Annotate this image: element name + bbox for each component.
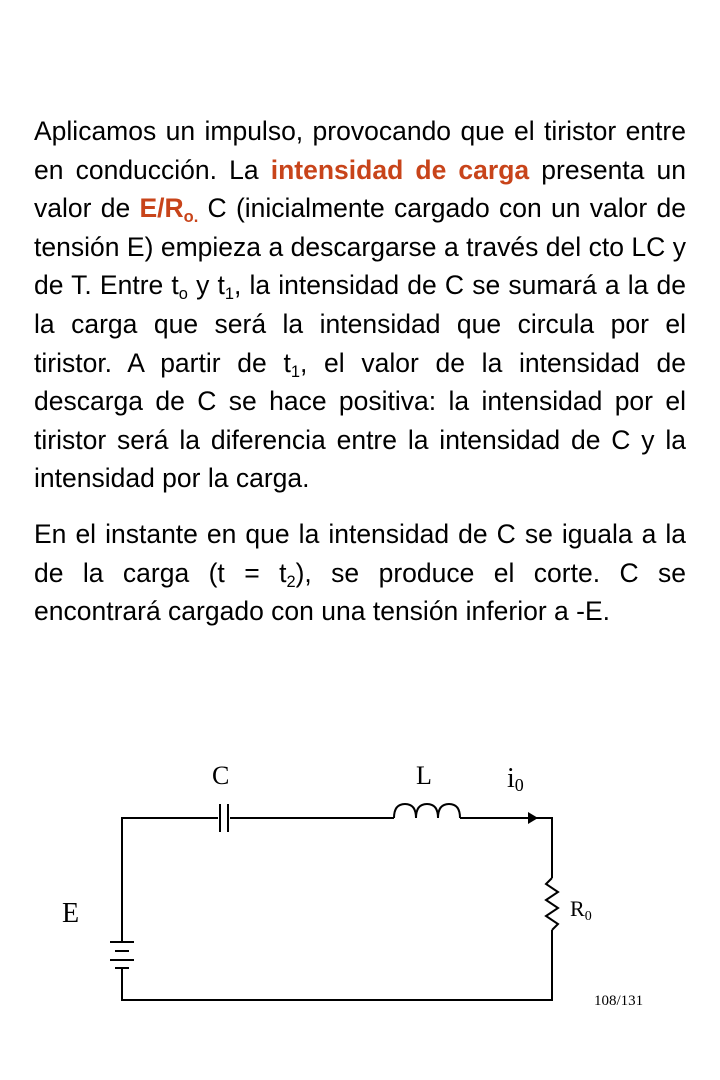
resistor-label: R0 (570, 896, 592, 924)
capacitor-label: C (212, 761, 230, 790)
text-segment: En el instante en que la intensidad de C se iguala a la de la carga (t = t (34, 518, 686, 588)
text-segment: , la intensidad de C se sumará a la de la carga que será la intensidad que circula por el tiristor. A partir de t (34, 270, 687, 378)
inductor-coil (394, 804, 460, 818)
resistor-zigzag (546, 878, 558, 930)
highlight-formula (139, 193, 199, 227)
text-segment: Aplicamos un impulso, provocando que el tiristor entre en conducción. La (34, 116, 686, 185)
formula-text: E/R (139, 193, 184, 224)
subscript: 1 (224, 285, 234, 304)
text-segment: y t (187, 270, 225, 301)
formula-subscript: o. (183, 208, 199, 227)
page-number: 108/131 (594, 993, 644, 1009)
paragraph-2 (34, 515, 686, 631)
text-segment: , el valor de la intensidad de descarga de C se hace positiva: la intensidad por el tiristor será la diferencia entre la intensidad de C y la intensidad por la carga. (34, 347, 687, 494)
wire-bottom (122, 930, 552, 1000)
body-text (34, 112, 686, 648)
subscript: 2 (286, 572, 296, 591)
inductor-label: L (416, 761, 432, 790)
current-label: i0 (507, 763, 524, 795)
subscript: o (178, 285, 188, 304)
battery-icon (110, 942, 134, 968)
current-arrow-icon (528, 812, 538, 824)
wire-top-left (122, 818, 218, 942)
subscript: 1 (290, 362, 300, 381)
source-label: E (62, 898, 80, 929)
text-segment: ), se produce el corte. C se encontrará cargado con una tensión inferior a -E. (34, 557, 686, 627)
paragraph-1 (34, 112, 686, 498)
text-segment: presenta un valor de (34, 154, 686, 224)
text-segment: C (inicialmente cargado con un valor de tensión E) empieza a descargarse a través del cto LC y de T. Entre t (34, 193, 687, 301)
circuit-diagram (60, 750, 620, 1020)
wire-top-right (460, 818, 552, 878)
highlight-load-current: intensidad de carga (270, 154, 530, 185)
